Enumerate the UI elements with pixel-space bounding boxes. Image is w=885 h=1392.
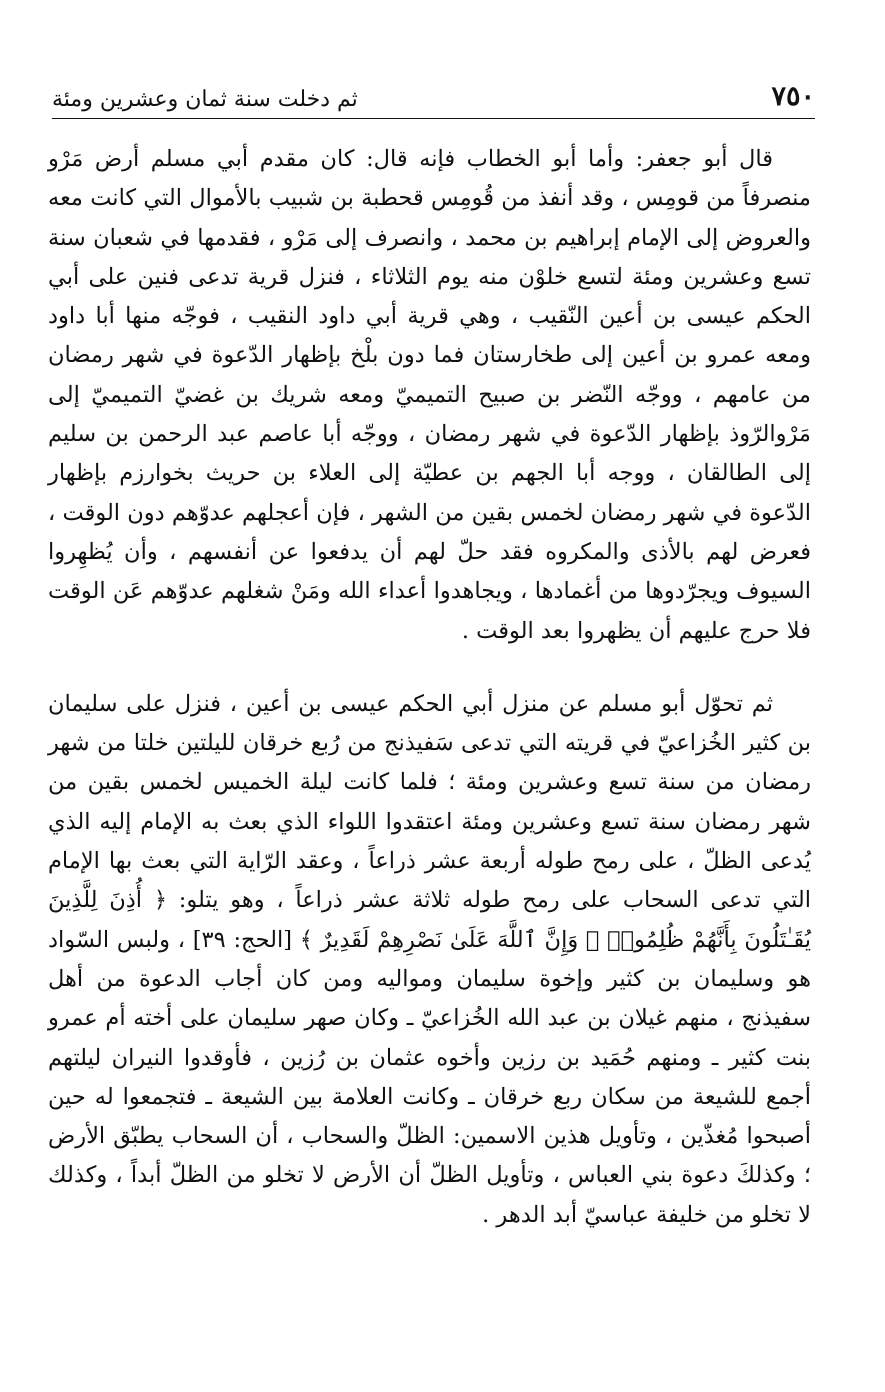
paragraph: قال أبو جعفر: وأما أبو الخطاب فإنه قال: كان مقدم أبي مسلم أرض مَرْو منصرفاً من قومِس ، وقد أنفذ من قُومِس قحطبة بن شبيب بالأموال التي كانت معه والعروض إلى الإمام إبراهيم بن محمد ، وانصرف إلى مَرْو ، فقدمها في شعبان سنة تسع وعشرين ومئة لتسع خلوْن منه يوم الثلاثاء ، فنزل قرية تدعى فنين على أبي الحكم عيسى بن أعين النّقيب ، وهي قرية أبي داود النقيب ، فوجّه منها أبا داود ومعه عمرو بن أعين إلى طخارستان فما دون بلْخ بإظهار الدّعوة في شهر رمضان من عامهم ، ووجّه النّضر بن صبيح التميميّ ومعه شريك بن غضيّ التميميّ إلى مَرْوالرّوذ بإظهار الدّعوة في شهر رمضان ، ووجّه أبا عاصم عبد الرحمن بن سليم إلى الطالقان ، ووجه أبا الجهم بن عطيّة إلى العلاء بن حريث بخوارزم بإظهار الدّعوة في شهر رمضان لخمس بقين من الشهر ، فإن أعجلهم عدوّهم دون الوقت ، فعرض لهم بالأذى والمكروه فقد حلّ لهم أن يدفعوا عن أنفسهم ، وأن يُظهِروا السيوف ويجرّدوها من أغمادها ، ويجاهدوا أعداء الله ومَنْ شغلهم عدوّهم عَن الوقت فلا حرج عليهم أن يظهروا بعد الوقت . [48,146,811,644]
running-title: ثم دخلت سنة ثمان وعشرين ومئة [52,87,358,112]
paragraph: ثم تحوّل أبو مسلم عن منزل أبي الحكم عيسى بن أعين ، فنزل على سليمان بن كثير الخُزاعيّ في قريته التي تدعى سَفيذنج من رُبع خرقان لليلتين خلتا من شهر رمضان من سنة تسع وعشرين ومئة ؛ فلما كانت ليلة الخميس لخمس بقين من شهر رمضان سنة تسع وعشرين ومئة اعتقدوا اللواء الذي بعث به الإمام إليه الذي يُدعى الظلّ ، على رمح طوله أربعة عشر ذراعاً ، وعقد الرّاية التي بعث بها الإمام التي تدعى السحاب على رمح طوله ثلاثة عشر ذراعاً ، وهو يتلو: ﴿ أُذِنَ لِلَّذِينَ يُقَـٰتَلُونَ بِأَنَّهُمْ ظُلِمُوا۟ ۚ وَإِنَّ ٱللَّهَ عَلَىٰ نَصْرِهِمْ لَقَدِيرٌ ﴾ [الحج: ٣٩] ، ولبس السّواد هو وسليمان بن كثير وإخوة سليمان ومواليه ومن كان أجاب الدعوة من أهل سفيذنج ، منهم غيلان بن عبد الله الخُزاعيّ ـ وكان صهر سليمان على أخته أم عمرو بنت كثير ـ ومنهم حُمَيد بن رزين وأخوه عثمان بن رُزين ، فأوقدوا النيران ليلتهم أجمع للشيعة من سكان ربع خرقان ـ وكانت العلامة بين الشيعة ـ فتجمعوا له حين أصبحوا مُغذّين ، وتأويل هذين الاسمين: الظلّ والسحاب ، أن السحاب يطبّق الأرض ؛ وكذلكَ دعوة بني العباس ، وتأويل الظلّ أن الأرض لا تخلو من الظلّ أبداً ، وكذلك لا تخلو من خليفة عباسيّ أبد الدهر . [48,690,811,1228]
page-body [48,140,811,1235]
running-header [52,72,815,119]
page-number: ٧٥٠ [771,81,815,112]
